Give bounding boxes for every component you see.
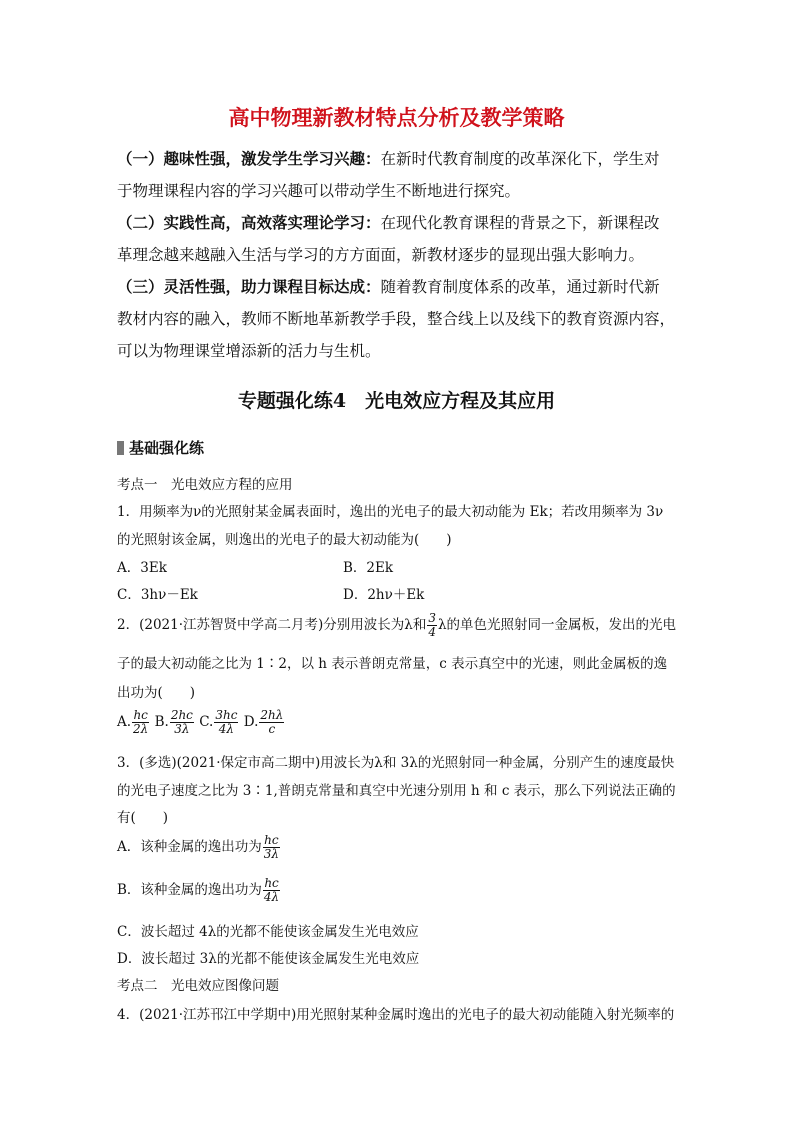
q1-option-d: D．2hν＋Ek [343,587,425,603]
intro-text: 在新时代教育制度的改革深化下，学生对 [380,150,660,168]
q2-line: 子的最大初动能之比为 1∶2，以 h 表示普朗克常量，c 表示真空中的光速，则此金属板的逸 [117,656,668,672]
q2-line [117,612,676,639]
q3-option-d: D．波长超过 3λ的光都不能使该金属发生光电效应 [117,951,420,967]
option-letter: B. [154,714,169,730]
q3-line: 的光电子速度之比为 3∶1,普朗克常量和真空中光速分别用 h 和 c 表示，那么下列说法正确的 [117,783,676,799]
q1-option-c: C．3hν－Ek [117,587,198,603]
q1-option-a: A．3Ek [117,560,167,576]
topic-title: 专题强化练4 光电效应方程及其应用 [237,390,556,412]
intro-text: 在现代化教育课程的背景之下，新课程改 [380,214,660,232]
fraction [132,709,149,736]
section-marker-icon [117,441,124,455]
fraction-denominator: 3λ [174,722,190,736]
fraction-denominator: c [268,722,276,736]
section-heading [117,437,204,458]
fraction [214,709,238,736]
fraction [263,834,280,861]
intro-paragraph-1 [117,143,660,175]
section-label: 基础强化练 [129,439,205,457]
q2-line: 出功为( ) [117,685,196,701]
intro-label: （一）趣味性强，激发学生学习兴趣： [117,149,381,168]
q2-text: λ的单色光照射同一金属板，发出的光电 [437,617,677,633]
fraction-denominator: 4λ [218,722,235,736]
option-text: B．该种金属的逸出功为 [117,882,262,898]
fraction-denominator: 2λ [133,722,149,736]
q3-line: 有( ) [117,810,169,826]
kaodian-2: 考点二 光电效应图像问题 [117,978,279,994]
q2-text: 2．(2021·江苏智贤中学高二月考)分别用波长为λ和 [117,617,427,633]
fraction [170,709,194,736]
option-text: A．该种金属的逸出功为 [117,839,262,855]
intro-text: 于物理课程内容的学习兴趣可以带动学生不断地进行探究。 [117,182,521,200]
fraction [427,612,437,639]
q3-option-b [117,877,281,904]
intro-paragraph-2 [117,207,660,239]
fraction-numerator: 3 [428,611,436,625]
kaodian-1: 考点一 光电效应方程的应用 [117,477,293,493]
page-title: 高中物理新教材特点分析及教学策略 [228,106,565,130]
fraction-numerator: hc [264,876,279,890]
intro-text: 教材内容的融入，教师不断地革新教学手段，整合线上以及线下的教育资源内容， [117,310,676,328]
fraction-numerator: hc [133,708,148,722]
q3-line: 3．(多选)(2021·保定市高二期中)用波长为λ和 3λ的光照射同一种金属，分别产生的速度最快 [117,755,675,771]
fraction-numerator: 2hc [170,708,193,722]
q2-options [117,709,285,736]
option-letter: D. [243,714,259,730]
q4-line: 4．(2021·江苏邗江中学期中)用光照射某种金属时逸出的光电子的最大初动能随入射光频率的 [117,1007,675,1023]
intro-label: （三）灵活性强，助力课程目标达成： [117,277,381,296]
fraction-numerator: 2hλ [260,708,284,722]
fraction-numerator: 3hc [215,708,238,722]
option-letter: C. [199,714,214,730]
fraction [263,877,280,904]
q3-option-a [117,834,281,861]
q1-line: 1．用频率为ν的光照射某金属表面时，逸出的光电子的最大初动能为 Ek；若改用频率为 3ν [117,504,664,520]
fraction-numerator: hc [264,833,279,847]
q3-option-c: C．波长超过 4λ的光都不能使该金属发生光电效应 [117,924,419,940]
option-letter: A. [117,714,132,730]
intro-text: 可以为物理课堂增添新的活力与生机。 [117,342,381,360]
fraction-denominator: 4λ [263,890,280,904]
intro-text: 革理念越来越融入生活与学习的方方面面，新教材逐步的显现出强大影响力。 [117,246,645,264]
fraction [259,709,284,736]
q1-line: 的光照射该金属，则逸出的光电子的最大初动能为( ) [117,532,452,548]
intro-text: 随着教育制度体系的改革，通过新时代新 [380,278,660,296]
intro-label: （二）实践性高，高效落实理论学习： [117,213,381,232]
intro-paragraph-3 [117,271,660,303]
fraction-denominator: 3λ [263,847,279,861]
fraction-denominator: 4 [428,625,436,639]
q1-option-b: B．2Ek [343,560,394,576]
